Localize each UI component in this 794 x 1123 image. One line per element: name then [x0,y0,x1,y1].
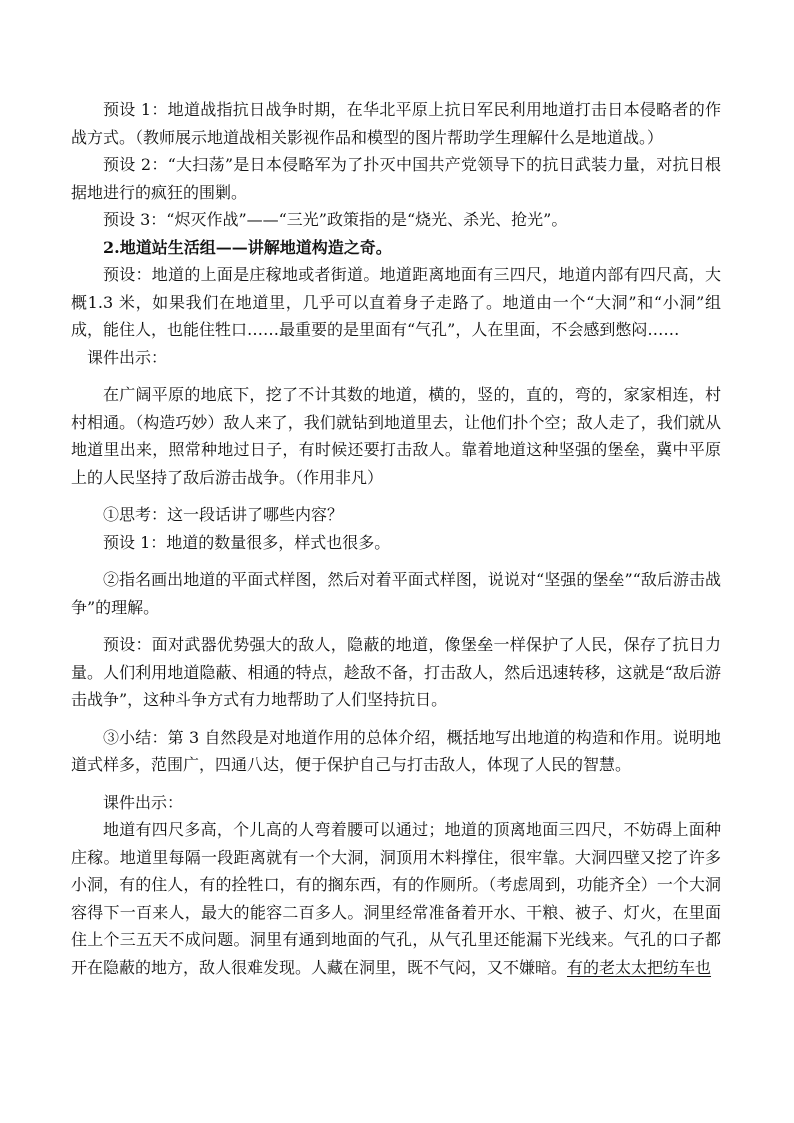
think-question: ①思考：这一段话讲了哪些内容？ [103,505,344,524]
courseware-quote-1: 在广阔平原的地底下，挖了不计其数的地道，横的，竖的，直的，弯的，家家相连，村村相通。（构造巧妙）敌人来了，我们就钻到地道里去，让他们扑个空；敌人走了，我们就从地道里出来，照常种地过日子，有时候还要打击敌人。靠着地道这种坚强的堡垒，冀中平原上的人民坚持了敌后游击战争。（作用非凡） [71,385,721,487]
underlined-text: 有的老太太把纺车也 [567,957,712,977]
preset-answer-2: 预设：面对武器优势强大的敌人，隐蔽的地道，像堡垒一样保护了人民，保存了抗日力量。人们利用地道隐蔽、相通的特点，趁敌不备，打击敌人，然后迅速转移，这就是“敌后游击战争”，这种斗争方式有力地帮助了人们坚持抗日。 [71,635,721,709]
preset-structure-paragraph: 预设：地道的上面是庄稼地或者街道。地道距离地面有三四尺，地道内部有四尺高，大概1.3 米，如果我们在地道里，几乎可以直着身子走路了。地道由一个“大洞”和“小洞”组成，能住人，也能住牲口……最重要的是里面有“气孔”，人在里面，不会感到憋闷…… [71,265,721,339]
draw-diagram-task: ②指名画出地道的平面式样图，然后对着平面式样图，说说对“坚强的堡垒”“敌后游击战争”的理解。 [71,570,721,617]
summary-paragraph: ③小结：第 3 自然段是对地道作用的总体介绍，概括地写出地道的构造和作用。说明地道式样多，范围广，四通八达，便于保护自己与打击敌人，体现了人民的智慧。 [71,727,721,774]
courseware-quote-2-text: 地道有四尺多高，个儿高的人弯着腰可以通过；地道的顶离地面三四尺，不妨碍上面种庄稼。地道里每隔一段距离就有一个大洞，洞顶用木料撑住，很牢靠。大洞四壁又挖了许多小洞，有的住人，有的拴牲口，有的搁东西，有的作厕所。（考虑周到，功能齐全）一个大洞容得下一百来人，最大的能容二百多人。洞里经常准备着开水、干粮、被子、灯火，在里面住上个三五天不成问题。洞里有通到地面的气孔，从气孔里还能漏下光线来。气孔的口子都开在隐蔽的地方，敌人很难发现。人藏在洞里，既不气闷，又不嫌暗。 [71,820,721,977]
section-heading: 2.地道站生活组——讲解地道构造之奇。 [103,237,392,257]
courseware-label-1: 课件出示： [87,347,168,367]
preset-3-paragraph: 预设 3：“烬灭作战”——“三光”政策指的是“烧光、杀光、抢光”。 [103,210,568,229]
preset-2-paragraph: 预设 2：“大扫荡”是日本侵略军为了扑灭中国共产党领导下的抗日武装力量，对抗日根据地进行的疯狂的围剿。 [71,155,721,202]
courseware-label-2: 课件出示： [103,792,184,812]
preset-answer-1: 预设 1：地道的数量很多，样式也很多。 [103,532,391,552]
courseware-quote-2 [71,816,721,981]
document-page [71,96,721,981]
preset-1-paragraph: 预设 1：地道战指抗日战争时期，在华北平原上抗日军民利用地道打击日本侵略者的作战方式。（教师展示地道战相关影视作品和模型的图片帮助学生理解什么是地道战。） [71,100,721,147]
